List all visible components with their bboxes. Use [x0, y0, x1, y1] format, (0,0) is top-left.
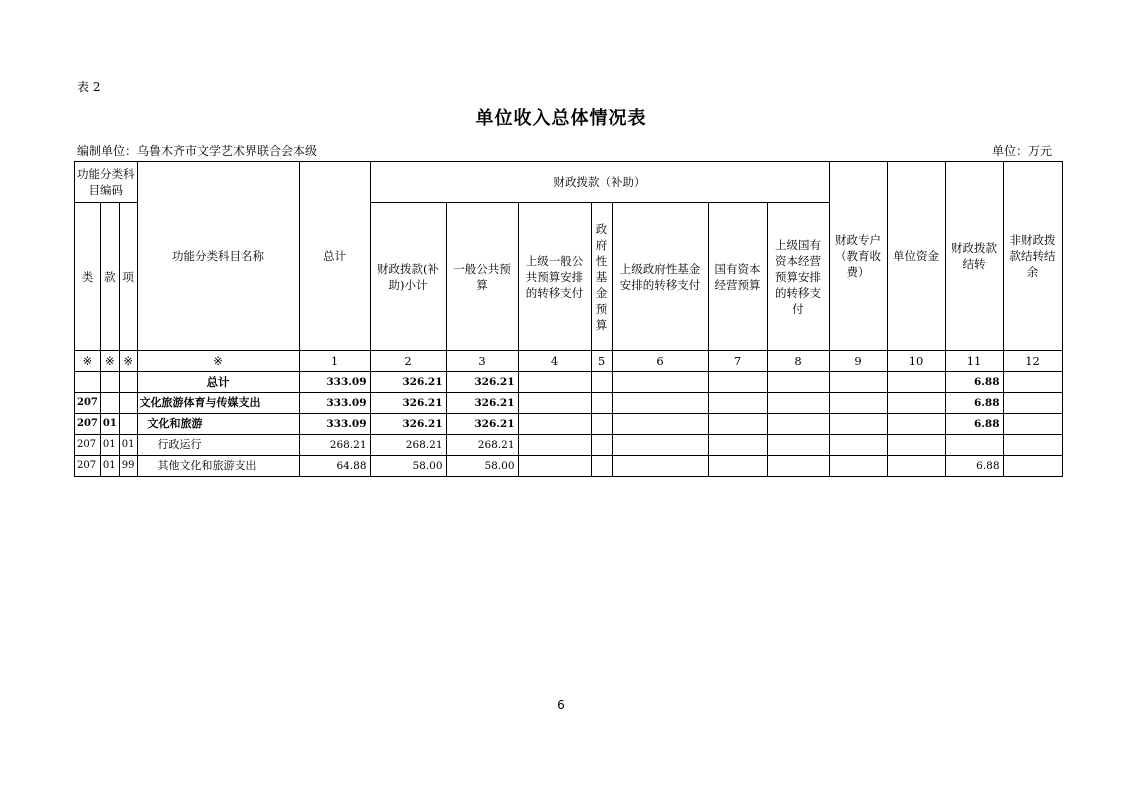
header-state-capital: 国有资本经营预算: [708, 203, 767, 351]
value-cell: [612, 414, 708, 435]
value-cell: 326.21: [370, 372, 446, 393]
value-cell: [612, 456, 708, 477]
value-cell: 333.09: [299, 393, 370, 414]
subject-name: 总计: [137, 372, 299, 393]
page-number: 6: [557, 698, 565, 712]
header-upper-fund-transfer: 上级政府性基金安排的转移支付: [612, 203, 708, 351]
header-total: 总计: [299, 162, 370, 351]
subject-name: 文化和旅游: [137, 414, 299, 435]
value-cell: [591, 456, 612, 477]
index-number: 7: [708, 351, 767, 372]
code-kuan: 01: [100, 435, 119, 456]
income-table: [74, 161, 1063, 477]
value-cell: 326.21: [370, 414, 446, 435]
code-xiang: 99: [119, 456, 137, 477]
value-cell: 6.88: [945, 414, 1003, 435]
value-cell: [829, 372, 887, 393]
value-cell: [767, 435, 829, 456]
value-cell: 326.21: [446, 372, 518, 393]
value-cell: 6.88: [945, 393, 1003, 414]
header-gov-fund: 政府性基金预算: [591, 203, 612, 351]
value-cell: [612, 372, 708, 393]
value-cell: [708, 414, 767, 435]
code-kuan: 01: [100, 456, 119, 477]
value-cell: 333.09: [299, 414, 370, 435]
value-cell: 268.21: [370, 435, 446, 456]
index-mark: ※: [75, 351, 101, 372]
value-cell: [708, 393, 767, 414]
value-cell: [1003, 372, 1062, 393]
header-fiscal-subtotal: 财政拨款(补助)小计: [370, 203, 446, 351]
code-xiang: [119, 414, 137, 435]
value-cell: 326.21: [446, 414, 518, 435]
value-cell: [591, 435, 612, 456]
index-number: 12: [1003, 351, 1062, 372]
table-number: 表 2: [77, 80, 101, 94]
value-cell: [1003, 393, 1062, 414]
value-cell: [829, 393, 887, 414]
header-xiang: 项: [119, 203, 137, 351]
value-cell: [829, 435, 887, 456]
index-number: 10: [887, 351, 945, 372]
value-cell: [887, 456, 945, 477]
value-cell: [591, 414, 612, 435]
index-number: 3: [446, 351, 518, 372]
header-special-account: 财政专户（教育收费）: [829, 162, 887, 351]
value-cell: 58.00: [446, 456, 518, 477]
code-xiang: [119, 393, 137, 414]
value-cell: 268.21: [299, 435, 370, 456]
value-cell: [767, 414, 829, 435]
value-cell: [591, 393, 612, 414]
value-cell: [1003, 456, 1062, 477]
value-cell: [887, 435, 945, 456]
header-nonfiscal-carryover: 非财政拨款结转结余: [1003, 162, 1062, 351]
value-cell: 326.21: [446, 393, 518, 414]
index-number: 9: [829, 351, 887, 372]
header-kuan: 款: [100, 203, 119, 351]
value-cell: [708, 372, 767, 393]
currency-unit: 单位：万元: [991, 144, 1052, 158]
value-cell: [767, 372, 829, 393]
page-title: 单位收入总体情况表: [475, 108, 647, 129]
code-lei: 207: [75, 414, 101, 435]
header-unit-fund: 单位资金: [887, 162, 945, 351]
index-mark: ※: [100, 351, 119, 372]
index-number: 5: [591, 351, 612, 372]
index-number: 4: [518, 351, 591, 372]
value-cell: [829, 456, 887, 477]
subject-name: 其他文化和旅游支出: [137, 456, 299, 477]
header-upper-general-transfer: 上级一般公共预算安排的转移支付: [518, 203, 591, 351]
table-row: [75, 456, 1063, 477]
value-cell: [612, 393, 708, 414]
index-number: 2: [370, 351, 446, 372]
index-mark: ※: [119, 351, 137, 372]
table-row: [75, 372, 1063, 393]
value-cell: [612, 435, 708, 456]
code-kuan: 01: [100, 414, 119, 435]
value-cell: 6.88: [945, 456, 1003, 477]
header-name: 功能分类科目名称: [137, 162, 299, 351]
value-cell: [887, 414, 945, 435]
value-cell: [708, 456, 767, 477]
value-cell: 6.88: [945, 372, 1003, 393]
code-kuan: [100, 393, 119, 414]
value-cell: [591, 372, 612, 393]
code-lei: 207: [75, 456, 101, 477]
value-cell: 64.88: [299, 456, 370, 477]
code-xiang: [119, 372, 137, 393]
header-upper-state-capital-transfer: 上级国有资本经营预算安排的转移支付: [767, 203, 829, 351]
value-cell: [518, 393, 591, 414]
header-general-budget: 一般公共预算: [446, 203, 518, 351]
value-cell: 268.21: [446, 435, 518, 456]
table-row: [75, 393, 1063, 414]
header-fiscal-carryover: 财政拨款结转: [945, 162, 1003, 351]
value-cell: [1003, 414, 1062, 435]
header-lei: 类: [75, 203, 101, 351]
data-rows: [75, 372, 1063, 477]
value-cell: [518, 435, 591, 456]
value-cell: [887, 372, 945, 393]
value-cell: [518, 372, 591, 393]
header-fiscal-group: 财政拨款（补助）: [370, 162, 829, 203]
code-xiang: 01: [119, 435, 137, 456]
value-cell: [945, 435, 1003, 456]
table-row: [75, 435, 1063, 456]
value-cell: [1003, 435, 1062, 456]
code-kuan: [100, 372, 119, 393]
code-lei: [75, 372, 101, 393]
code-lei: 207: [75, 393, 101, 414]
index-number: 11: [945, 351, 1003, 372]
value-cell: 333.09: [299, 372, 370, 393]
value-cell: 326.21: [370, 393, 446, 414]
table-row: [75, 414, 1063, 435]
index-number: 8: [767, 351, 829, 372]
subject-name: 行政运行: [137, 435, 299, 456]
subject-name: 文化旅游体育与传媒支出: [137, 393, 299, 414]
code-lei: 207: [75, 435, 101, 456]
value-cell: [518, 414, 591, 435]
header-code-group: 功能分类科目编码: [75, 162, 138, 203]
value-cell: [708, 435, 767, 456]
index-number: 6: [612, 351, 708, 372]
compiling-unit: 编制单位：乌鲁木齐市文学艺术界联合会本级: [77, 144, 318, 158]
index-number: 1: [299, 351, 370, 372]
value-cell: [518, 456, 591, 477]
value-cell: [887, 393, 945, 414]
value-cell: [829, 414, 887, 435]
value-cell: 58.00: [370, 456, 446, 477]
value-cell: [767, 393, 829, 414]
index-mark: ※: [137, 351, 299, 372]
value-cell: [767, 456, 829, 477]
